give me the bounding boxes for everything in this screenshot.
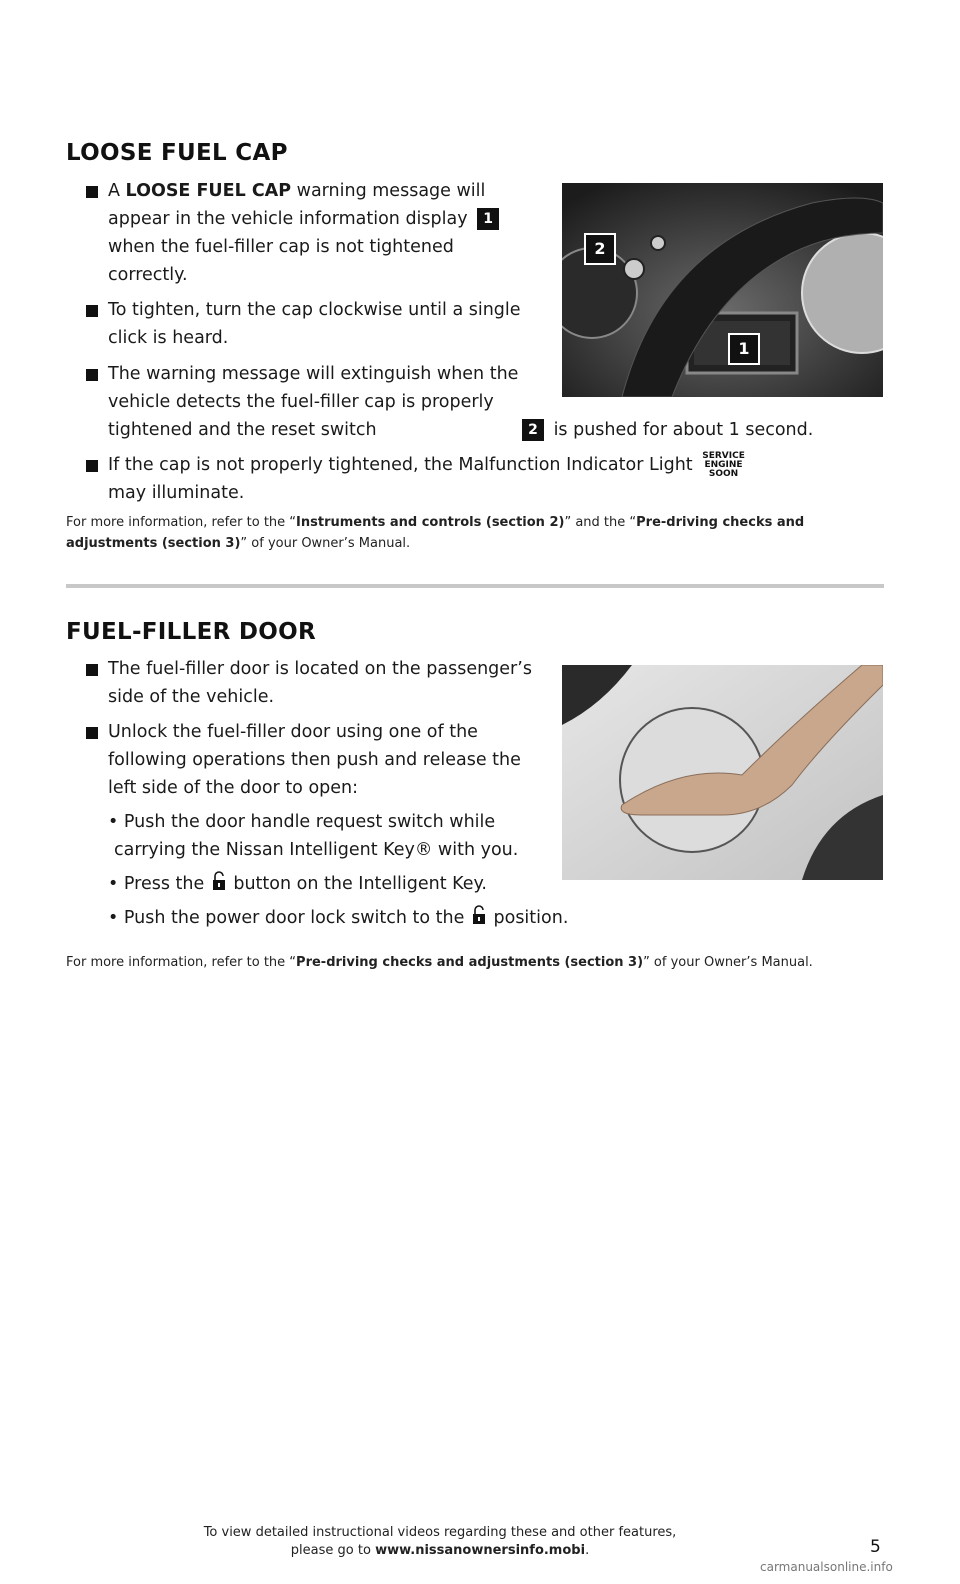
loose-fuel-cap-list (86, 177, 536, 359)
list-item: To tighten, turn the cap clockwise until a single click is heard. (86, 296, 536, 352)
section1-note: For more information, refer to the “Instruments and controls (section 2)” and the “Pre-driving checks and adjustments (section 3)” of your Owner’s Manual. (66, 515, 805, 551)
bullet-square-icon (86, 369, 98, 381)
unlock-icon (212, 871, 226, 891)
sub-item: • Press the button on the Intelligent Key. (108, 870, 814, 898)
section2-note: For more information, refer to the “Pre-driving checks and adjustments (section 3)” of your Owner’s Manual. (66, 955, 813, 970)
fuel-filler-door-list (86, 655, 569, 939)
service-engine-soon-icon: SERVICE ENGINE SOON (702, 450, 745, 479)
section-title-fuel-filler-door: FUEL-FILLER DOOR (66, 619, 317, 645)
callout-1-badge: 1 (477, 208, 499, 230)
callout-2-badge: 2 (522, 419, 544, 441)
bullet-square-icon (86, 186, 98, 198)
sub-item: • Push the power door lock switch to the position. (108, 904, 814, 932)
bullet-square-icon (86, 664, 98, 676)
fuel-filler-door-photo (562, 665, 883, 880)
callout-1-badge: 1 (728, 333, 760, 365)
instrument-cluster-illustration (562, 183, 883, 397)
bullet-square-icon (86, 727, 98, 739)
unlock-icon (472, 905, 486, 925)
bullet-square-icon (86, 460, 98, 472)
footer: To view detailed instructional videos regarding these and other features, please go to www.nissanownersinfo.mobi. (203, 1525, 677, 1558)
list-item: The fuel-filler door is located on the passenger’s side of the vehicle. (86, 655, 546, 711)
fuel-door-illustration (562, 665, 883, 880)
list-item: Unlock the fuel-filler door using one of the following operations then push and release the left side of the door to open: • Push the door handle request switch while carrying the Nissan Intelligent Key® with you. • Press the button on the Intelligent Key. • Push the power door lock switch to the position. (86, 718, 546, 932)
instrument-cluster-photo (562, 183, 883, 397)
watermark: carmanualsonline.info (760, 1560, 893, 1574)
list-item: If the cap is not properly tightened, the Malfunction Indicator Light SERVICE ENGINE SOON may illuminate. (86, 451, 846, 507)
list-item: The warning message will extinguish when the vehicle detects the fuel-filler cap is properly tightened and the reset switch 2 is pushed for about 1 second. (86, 360, 846, 444)
bullet-square-icon (86, 305, 98, 317)
warning-term: LOOSE FUEL CAP (125, 181, 292, 201)
sub-item: • Push the door handle request switch while carrying the Nissan Intelligent Key® with you. (108, 812, 519, 860)
list-item: A LOOSE FUEL CAP warning message will appear in the vehicle information display 1 when the fuel-filler cap is not tightened correctly. (86, 177, 536, 289)
page-number: 5 (870, 1537, 881, 1557)
section-divider (66, 584, 884, 588)
callout-2-badge: 2 (584, 233, 616, 265)
website-link[interactable]: www.nissanownersinfo.mobi (375, 1543, 586, 1558)
section-title-loose-fuel-cap: LOOSE FUEL CAP (66, 140, 288, 166)
